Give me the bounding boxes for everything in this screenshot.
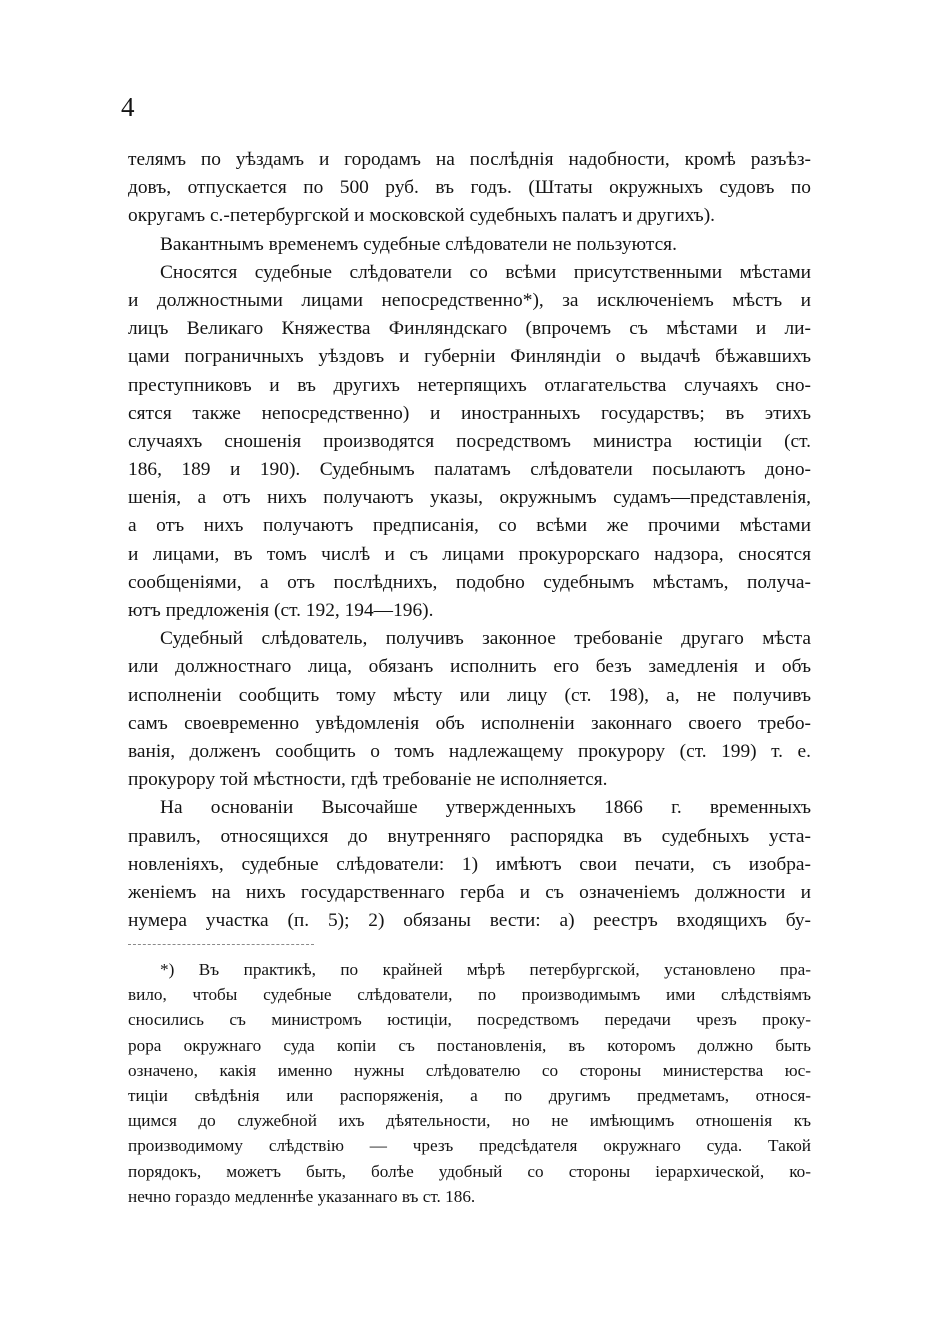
text-line: новленіяхъ, судебные слѣдователи: 1) имѣютъ свои печати, съ изобра- xyxy=(128,853,811,875)
text-line: 186, 189 и 190). Судебнымъ палатамъ слѣдователи посылаютъ доно- xyxy=(128,459,811,481)
text-line: правилъ, относящихся до внутренняго распорядка въ судебныхъ уста- xyxy=(128,825,811,847)
text-line: и должностными лицами непосредственно*), за исключеніемъ мѣстъ и xyxy=(128,289,811,311)
text-line: На основаніи Высочайше утвержденныхъ 1866 г. временныхъ xyxy=(160,797,811,819)
text-line: сятся также непосредственно) и иностранныхъ государствъ; въ этихъ xyxy=(128,402,811,424)
footnote-line: *) Въ практикѣ, по крайней мѣрѣ петербургской, установлено пра- xyxy=(160,960,811,979)
text-line: округамъ с.-петербургской и московской судебныхъ палатъ и другихъ). xyxy=(128,205,715,227)
text-line: Судебный слѣдователь, получивъ законное требованіе другаго мѣста xyxy=(160,628,811,650)
text-line: женіемъ на нихъ государственнаго герба и съ означеніемъ должности и xyxy=(128,881,811,903)
footnote-line: производимому слѣдствію — чрезъ предсѣдателя окружнаго суда. Такой xyxy=(128,1136,811,1156)
footnote-divider xyxy=(128,944,314,945)
text-line: шенія, а отъ нихъ получаютъ указы, окружнымъ судамъ—представленія, xyxy=(128,487,811,509)
text-line: нумера участка (п. 5); 2) обязаны вести: а) реестръ входящихъ бу- xyxy=(128,910,811,932)
page-number: 4 xyxy=(121,92,135,122)
footnote-line: сносились съ министромъ юстиціи, посредствомъ передачи чрезъ проку- xyxy=(128,1010,811,1030)
text-line: или должностнаго лица, обязанъ исполнить его безъ замедленія и объ xyxy=(128,656,811,678)
footnote-line: порядокъ, можетъ быть, болѣе удобный со стороны іерархической, ко- xyxy=(128,1161,811,1181)
main-text xyxy=(128,146,811,935)
text-line: ютъ предложенія (ст. 192, 194—196). xyxy=(128,600,434,621)
text-line: а отъ нихъ получаютъ предписанія, со всѣми же прочими мѣстами xyxy=(128,515,811,537)
text-line: сообщеніями, а отъ послѣднихъ, подобно судебнымъ мѣстамъ, получа- xyxy=(128,571,811,593)
text-line: прокурору той мѣстности, гдѣ требованіе не исполняется. xyxy=(128,769,608,791)
text-line: ванія, долженъ сообщить о томъ надлежащему прокурору (ст. 199) т. е. xyxy=(128,740,811,762)
text-line: случаяхъ сношенія производятся посредствомъ министра юстиціи (ст. xyxy=(128,430,811,452)
footnote-line: щимся до служебной ихъ дѣятельности, но не имѣющимъ отношенія къ xyxy=(128,1111,811,1131)
text-line: и лицами, въ томъ числѣ и съ лицами прокурорскаго надзора, сносятся xyxy=(128,543,811,565)
footnote xyxy=(128,957,811,1209)
text-line: лицъ Великаго Княжества Финляндскаго (впрочемъ съ мѣстами и ли- xyxy=(128,318,811,340)
text-line: телямъ по уѣздамъ и городамъ на послѣднія надобности, кромѣ разъѣз- xyxy=(128,149,811,170)
text-line: Сносятся судебные слѣдователи со всѣми присутственными мѣстами xyxy=(160,261,811,283)
text-line: преступниковъ и въ другихъ нетерпящихъ отлагательства случаяхъ сно- xyxy=(128,374,811,396)
footnote-line: тиціи свѣдѣнія или распоряженія, а по другимъ предметамъ, относя- xyxy=(128,1085,811,1105)
footnote-line: вило, чтобы судебные слѣдователи, по производимымъ ими слѣдствіямъ xyxy=(128,985,811,1005)
text-line: довъ, отпускается по 500 руб. въ годъ. (Штаты окружныхъ судовъ по xyxy=(128,177,811,199)
text-line: Вакантнымъ временемъ судебные слѣдователи не пользуются. xyxy=(160,233,677,255)
text-line: самъ своевременно увѣдомленія объ исполненіи законнаго своего требо- xyxy=(128,712,811,734)
text-line: цами пограничныхъ уѣздовъ и губерніи Финляндіи о выдачѣ бѣжавшихъ xyxy=(128,346,811,368)
footnote-line: означено, какія именно нужны слѣдователю со стороны министерства юс- xyxy=(128,1060,811,1080)
footnote-line: нечно гораздо медленнѣе указаннаго въ ст. 186. xyxy=(128,1186,476,1206)
text-line: исполненіи сообщить тому мѣсту или лицу (ст. 198), а, не получивъ xyxy=(128,684,811,706)
footnote-line: рора окружнаго суда копіи съ постановленія, въ которомъ должно быть xyxy=(128,1035,811,1055)
